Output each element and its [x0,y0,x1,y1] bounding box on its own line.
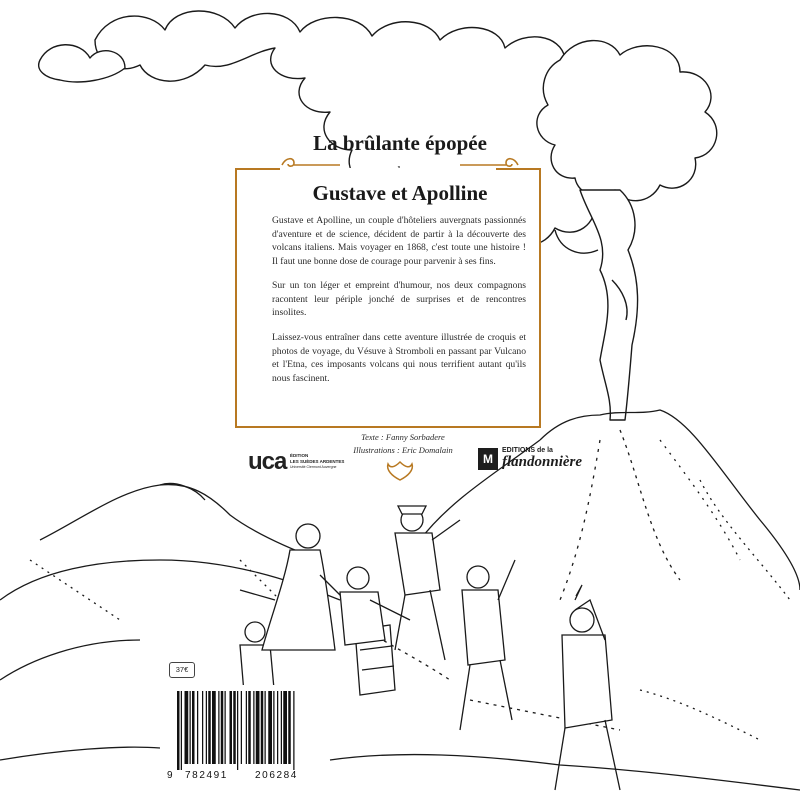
barcode-icon [163,685,325,770]
uca-logo-label: Université Clermont Auvergne [290,465,337,469]
isbn-group-2: 206284 [255,770,298,781]
book-title-line2: Gustave et Apolline [312,181,488,205]
illustrator-credit: Illustrations : Eric Domalain [353,445,453,455]
summary-paragraph-3: Laissez-vous entraîner dans cette aventure illustrée de croquis et photos de voyage, du Vésuve à Stromboli en passant par Vulcano et l'Etna, ces imposants volcans qui nous terrifient autant qu'ils nous fascinent. [272,332,526,384]
flandonniere-publisher-logo [478,445,588,475]
isbn-first-digit: 9 [167,770,173,781]
frame-top-left-edge [235,168,280,170]
author-credit: Texte : Fanny Sorbadere [361,432,445,442]
uca-logo-label: LES SUÈDES ARDENTES [290,459,345,464]
flandonniere-logo-label: EDITIONS de la [502,447,553,454]
isbn-group-1: 782491 [185,770,228,781]
uca-publisher-logo [248,448,345,478]
ornament-flourish-icon [280,155,520,175]
uca-logo-label: ÉDITION [290,453,309,458]
book-title-line1: La brûlante épopée [313,131,487,155]
isbn-digits [163,770,325,784]
flandonniere-logo-mark: M [478,448,498,470]
uca-logo-mark: uca [248,448,287,475]
ornament-bottom-icon [384,460,416,482]
summary-paragraph-1: Gustave et Apolline, un couple d'hôteliers auvergnats passionnés d'aventure et de science, décident de partir à la découverte des volcans italiens. Mais voyager en 1868, c'est toute une histoire ! Il faut une bonne dose de courage pour parvenir à ses fins. [272,215,526,267]
summary-paragraph-2: Sur un ton léger et empreint d'humour, nos deux compagnons racontent leur périple jonché de surprises et de rencontres insolites. [272,280,526,319]
flandonniere-logo-name: flandonnière [502,454,583,470]
price-tag: 37€ [169,662,195,678]
